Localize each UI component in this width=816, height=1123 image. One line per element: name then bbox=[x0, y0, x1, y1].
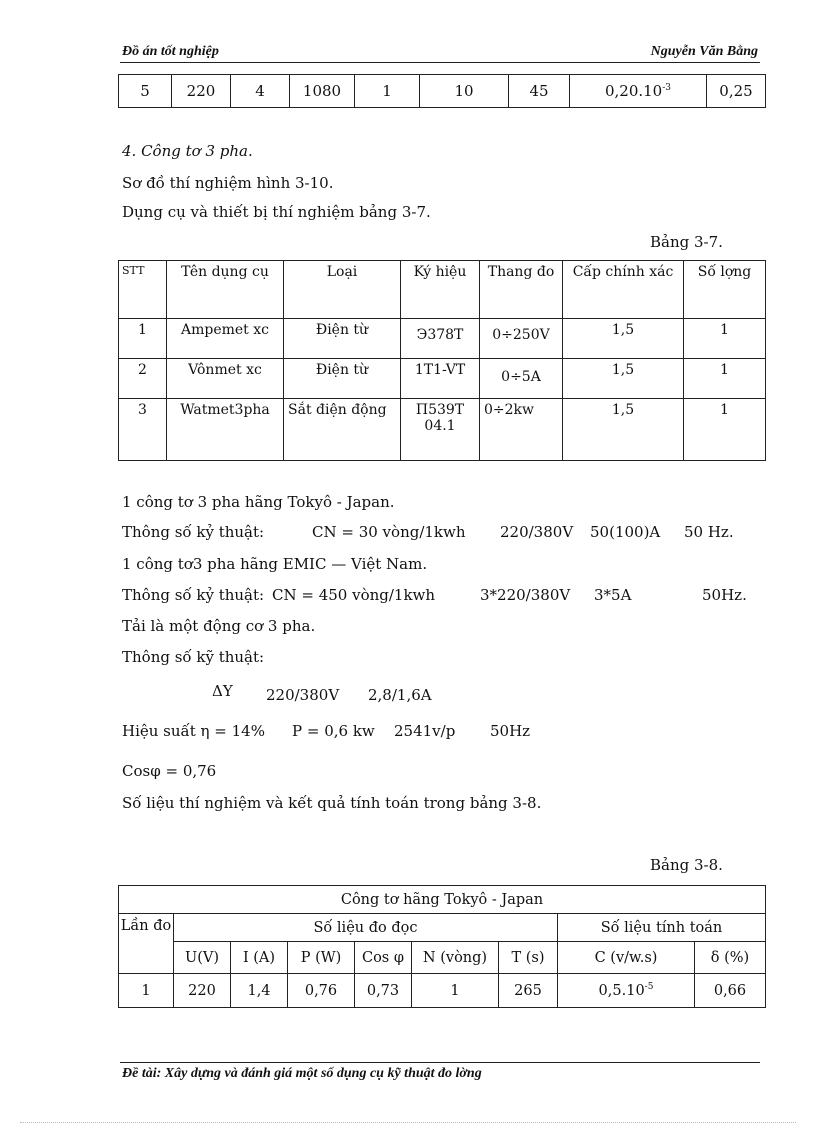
table-cell: Ampemet xc bbox=[167, 319, 284, 359]
table-cell: 2 bbox=[119, 359, 167, 399]
meter-results-table bbox=[118, 885, 766, 1008]
table-header: Tên dụng cụ bbox=[167, 261, 284, 319]
spec-cn: CN = 450 vòng/1kwh bbox=[272, 586, 436, 604]
section-heading: 4. Công tơ 3 pha. bbox=[122, 142, 253, 160]
continuation-table bbox=[118, 74, 766, 108]
spec-line bbox=[212, 682, 432, 704]
table-cell: Điện từ bbox=[284, 359, 401, 399]
table-header: STT bbox=[119, 261, 167, 319]
text-line: Tải là một động cơ 3 pha. bbox=[122, 617, 316, 635]
efficiency: Hiệu suất η = 14% bbox=[122, 722, 265, 740]
table-cell-exponent: -5 bbox=[644, 982, 654, 993]
table-header: C (v/w.s) bbox=[558, 942, 695, 974]
table-cell: 4 bbox=[231, 75, 290, 108]
spec-voltage: 220/380V bbox=[500, 523, 574, 541]
table-caption: Bảng 3-8. bbox=[650, 856, 723, 874]
table-row bbox=[119, 399, 766, 461]
table-cell: 0÷5A bbox=[480, 359, 563, 399]
table-cell: 1 bbox=[119, 974, 174, 1008]
table-header: Loại bbox=[284, 261, 401, 319]
table-cell: 1 bbox=[684, 359, 766, 399]
text-line: 1 công tơ3 pha hãng EMIC — Việt Nam. bbox=[122, 555, 428, 573]
page-header-left: Đồ án tốt nghiệp bbox=[122, 44, 219, 59]
table-cell: 1,5 bbox=[563, 359, 684, 399]
table-header: U(V) bbox=[174, 942, 231, 974]
table-cell: 220 bbox=[174, 974, 231, 1008]
power: P = 0,6 kw bbox=[292, 722, 375, 740]
spec-label: Thông số kỷ thuật: bbox=[122, 586, 265, 604]
spec-frequency: 50 Hz. bbox=[684, 523, 734, 541]
spec-label: Thông số kỷ thuật: bbox=[122, 523, 265, 541]
table-cell: Π539T 04.1 bbox=[401, 399, 480, 461]
spec-current: 2,8/1,6A bbox=[368, 686, 432, 704]
table-cell: 5 bbox=[119, 75, 172, 108]
table-title: Công tơ hãng Tokyô - Japan bbox=[119, 886, 766, 914]
table-cell: 0,25 bbox=[707, 75, 766, 108]
table-row bbox=[119, 319, 766, 359]
table-row bbox=[119, 974, 766, 1008]
spec-line bbox=[122, 722, 531, 740]
table-title-row bbox=[119, 886, 766, 914]
table-cell-mantissa: 0,5.10 bbox=[598, 982, 645, 999]
table-header: Ký hiệu bbox=[401, 261, 480, 319]
table-cell: Watmet3pha bbox=[167, 399, 284, 461]
page-footer: Đề tài: Xây dựng và đánh giá một số dụng cụ kỹ thuật đo lờng bbox=[122, 1066, 482, 1081]
text-line: Dụng cụ và thiết bị thí nghiệm bảng 3-7. bbox=[122, 203, 431, 221]
table-cell: 1,4 bbox=[231, 974, 288, 1008]
table-cell: 10 bbox=[420, 75, 509, 108]
text-line: 1 công tơ 3 pha hãng Tokyô - Japan. bbox=[122, 493, 395, 511]
delta-y: ΔY bbox=[212, 682, 233, 700]
table-cell: 0÷250V bbox=[480, 319, 563, 359]
table-cell: Sắt điện động bbox=[284, 399, 401, 461]
table-cell: 0,73 bbox=[355, 974, 412, 1008]
table-header: Số lợng bbox=[684, 261, 766, 319]
table-cell-exponent: -3 bbox=[662, 83, 672, 93]
table-cell: 220 bbox=[172, 75, 231, 108]
table-cell: 3 bbox=[119, 399, 167, 461]
table-row bbox=[119, 359, 766, 399]
table-header: Số liệu tính toán bbox=[558, 914, 766, 942]
table-cell: 1 bbox=[684, 399, 766, 461]
table-cell: 1,5 bbox=[563, 319, 684, 359]
table-cell: 1080 bbox=[290, 75, 355, 108]
footer-divider bbox=[120, 1062, 760, 1063]
spec-frequency: 50Hz. bbox=[702, 586, 747, 604]
spec-voltage: 3*220/380V bbox=[480, 586, 571, 604]
table-header-row bbox=[119, 261, 766, 319]
table-header: Cos φ bbox=[355, 942, 412, 974]
table-cell bbox=[570, 75, 707, 108]
table-cell: 265 bbox=[499, 974, 558, 1008]
spec-voltage: 220/380V bbox=[266, 686, 340, 704]
table-cell: 1 bbox=[412, 974, 499, 1008]
table-cell: Э378T bbox=[401, 319, 480, 359]
spec-line bbox=[122, 523, 734, 541]
text-line: Thông số kỹ thuật: bbox=[122, 648, 265, 666]
speed: 2541v/p bbox=[394, 722, 456, 740]
table-row bbox=[119, 75, 766, 108]
table-header: N (vòng) bbox=[412, 942, 499, 974]
table-cell: 1,5 bbox=[563, 399, 684, 461]
table-header-row bbox=[119, 942, 766, 974]
table-cell: 45 bbox=[509, 75, 570, 108]
spec-current: 50(100)A bbox=[590, 523, 661, 541]
page-header-right: Nguyễn Văn Bằng bbox=[650, 44, 758, 59]
text-line: Cosφ = 0,76 bbox=[122, 762, 217, 780]
header-divider bbox=[120, 62, 760, 63]
frequency: 50Hz bbox=[490, 722, 531, 740]
table-header: Số liệu đo đọc bbox=[174, 914, 558, 942]
table-header: P (W) bbox=[288, 942, 355, 974]
table-header-row bbox=[119, 914, 766, 942]
table-caption: Bảng 3-7. bbox=[650, 233, 723, 251]
text-line: Số liệu thí nghiệm và kết quả tính toán trong bảng 3-8. bbox=[122, 794, 542, 812]
table-header: δ (%) bbox=[695, 942, 766, 974]
spec-cn: CN = 30 vòng/1kwh bbox=[312, 523, 466, 541]
table-header: Cấp chính xác bbox=[563, 261, 684, 319]
table-cell: 1 bbox=[684, 319, 766, 359]
table-cell: Điện từ bbox=[284, 319, 401, 359]
table-cell: Vônmet xc bbox=[167, 359, 284, 399]
spec-current: 3*5A bbox=[594, 586, 632, 604]
table-cell: 1 bbox=[355, 75, 420, 108]
table-cell-mantissa: 0,20.10 bbox=[604, 82, 663, 100]
table-header: T (s) bbox=[499, 942, 558, 974]
text-line: Sơ đồ thí nghiệm hình 3-10. bbox=[122, 174, 334, 192]
equipment-table bbox=[118, 260, 766, 461]
table-cell: 1 bbox=[119, 319, 167, 359]
table-header: Lần đo bbox=[119, 914, 174, 974]
table-header: I (A) bbox=[231, 942, 288, 974]
spec-line bbox=[122, 586, 747, 604]
table-cell: 0,66 bbox=[695, 974, 766, 1008]
table-cell: 1T1-VT bbox=[401, 359, 480, 399]
table-cell bbox=[558, 974, 695, 1008]
table-cell: 0,76 bbox=[288, 974, 355, 1008]
table-cell: 0÷2kw bbox=[480, 399, 563, 461]
table-header: Thang đo bbox=[480, 261, 563, 319]
